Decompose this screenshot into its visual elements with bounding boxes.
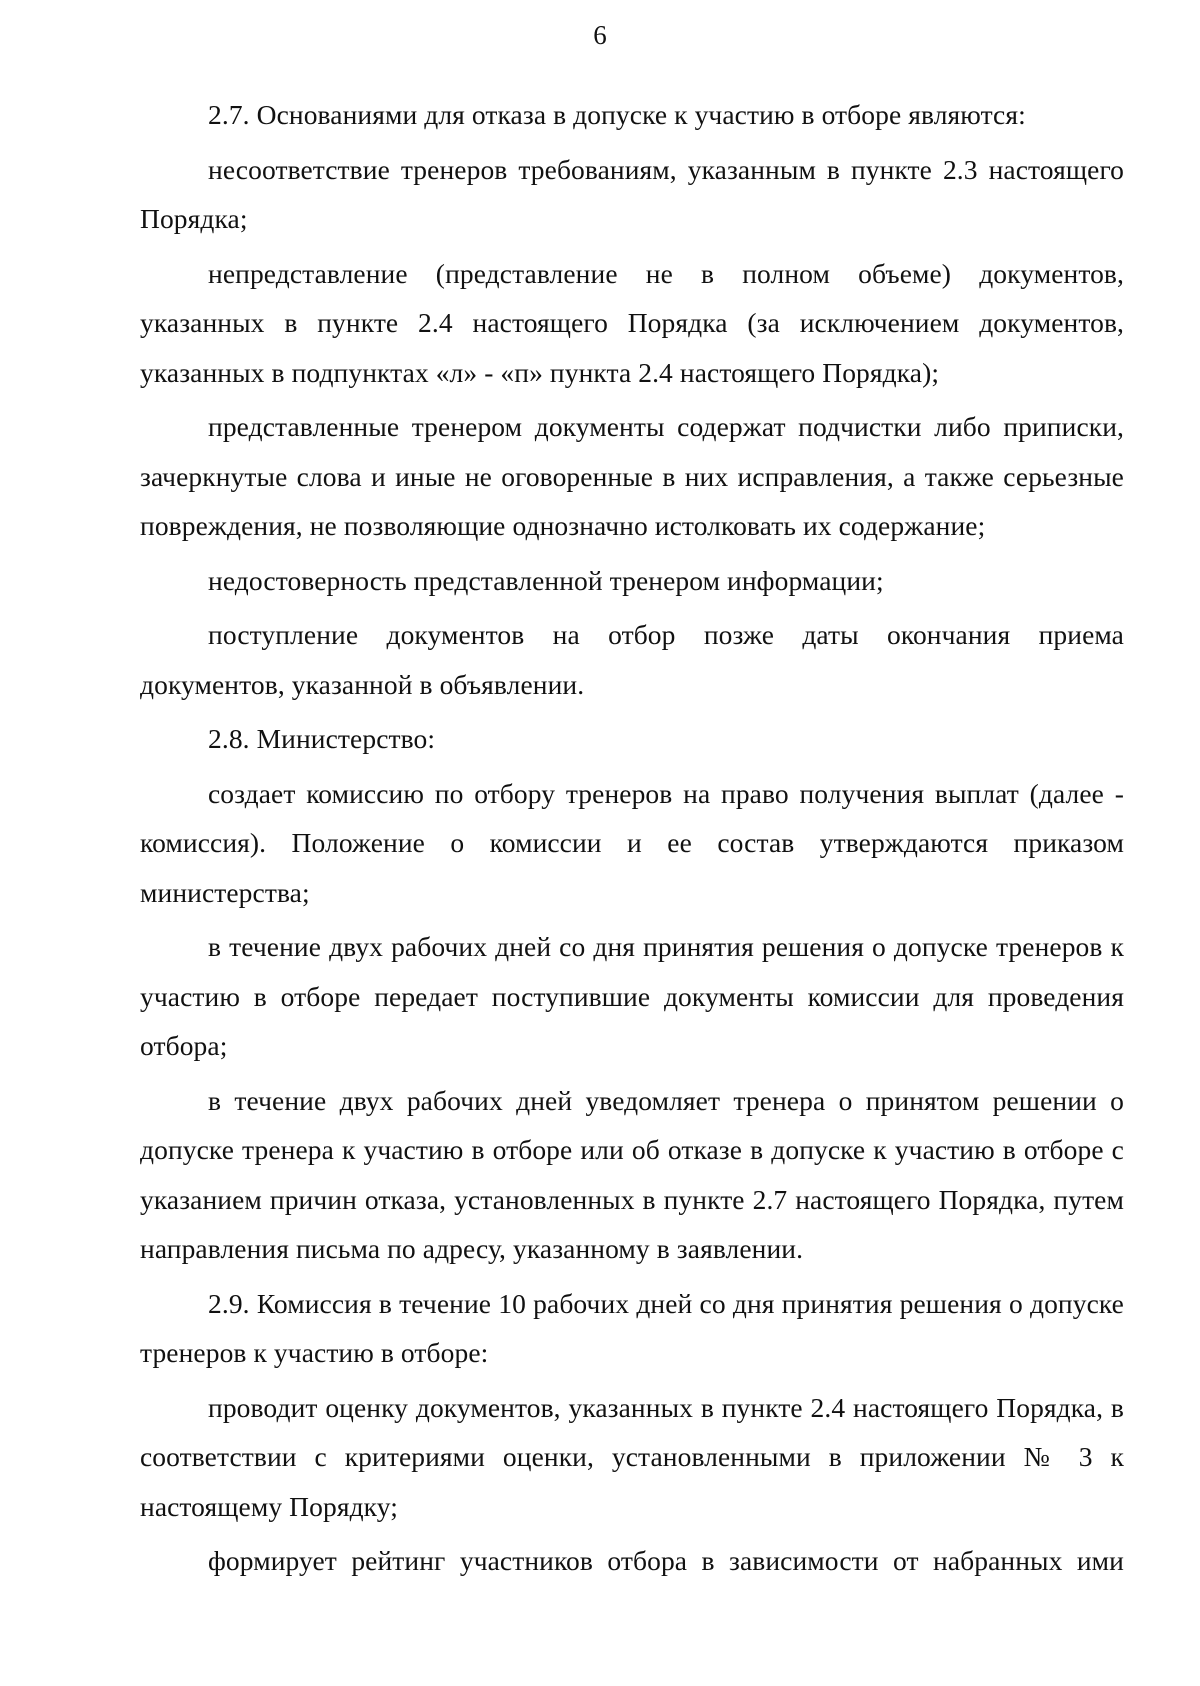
paragraph-nonsubmission: непредставление (представление не в полном объеме) документов, указанных в пункте 2.4 настоящего Порядка (за исключением документов, указанных в подпунктах «л» - «п» пункта 2.4 настоящего Порядка); <box>140 257 1124 388</box>
paragraph-2-8-heading: 2.8. Министерство: <box>208 723 436 754</box>
paragraph-notifies-trainer: в течение двух рабочих дней уведомляет тренера о принятом решении о допуске тренера к участию в отборе или об отказе в допуске к участию в отборе с указанием причин отказа, установленных в пункте 2.7 настоящего Порядка, путем направления письма по адресу, указанному в заявлении. <box>140 1084 1124 1264</box>
paragraph-late-submission: поступление документов на отбор позже даты окончания приема документов, указанной в объявлении. <box>140 619 1124 700</box>
paragraph-2-9-heading: 2.9. Комиссия в течение 10 рабочих дней со дня принятия решения о допуске тренеров к участию в отборе: <box>140 1287 1124 1368</box>
paragraph-unreliable-info: недостоверность представленной тренером информации; <box>208 564 884 596</box>
paragraph-creates-commission: создает комиссию по отбору тренеров на право получения выплат (далее - комиссия). Положение о комиссии и ее состав утверждаются приказом министерства; <box>140 777 1124 908</box>
paragraph-document-defects: представленные тренером документы содержат подчистки либо приписки, зачеркнутые слова и иные не оговоренные в них исправления, а также серьезные повреждения, не позволяющие однозначно истолковать их содержание; <box>140 411 1124 541</box>
paragraph-noncompliance: несоответствие тренеров требованиям, указанным в пункте 2.3 настоящего Порядка; <box>140 153 1124 234</box>
paragraph-forms-rating: формирует рейтинг участников отбора в зависимости от набранных ими <box>208 1545 1124 1576</box>
document-body <box>140 90 1124 1591</box>
page-number: 6 <box>593 20 607 50</box>
paragraph-transfers-documents: в течение двух рабочих дней со дня принятия решения о допуске тренеров к участию в отборе передает поступившие документы комиссии для проведения отбора; <box>140 931 1124 1061</box>
paragraph-2-7-heading: 2.7. Основаниями для отказа в допуске к участию в отборе являются: <box>208 99 1026 130</box>
paragraph-evaluates-documents: проводит оценку документов, указанных в пункте 2.4 настоящего Порядка, в соответствии с критериями оценки, установленными в приложении № 3 к настоящему Порядку; <box>140 1391 1124 1522</box>
